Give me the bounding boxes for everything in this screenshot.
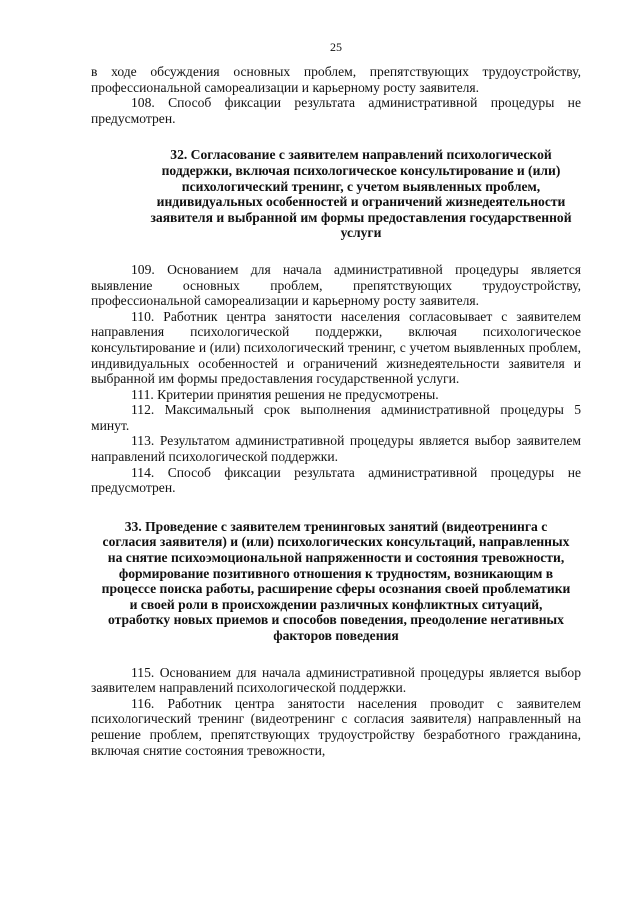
section-32-heading: 32. Согласование с заявителем направлений психологической поддержки, включая психологическое консультирование и (или) психологический тренинг, с учетом выявленных проблем, индивидуальных особенностей и ограничений жизнедеятельности заявителя и выбранной им формы предоставления государственной услуги [150, 147, 572, 241]
paragraph-113: 113. Результатом административной процедуры является выбор заявителем направлений психологической поддержки. [91, 433, 581, 465]
page-number: 25 [330, 40, 342, 54]
section-33-heading: 33. Проведение с заявителем тренинговых занятий (видеотренинга с согласия заявителя) и (или) психологических консультаций, направленных на снятие психоэмоциональной напряженности и состояния тревожности, формирование позитивного отношения к трудностям, возникающим в процессе поиска работы, расширение сферы осознания своей проблематики и своей роли в происхождении различных конфликтных ситуаций, отработку новых приемов и способов поведения, преодоление негативных факторов поведения [101, 518, 571, 643]
paragraph-112: 112. Максимальный срок выполнения административной процедуры 5 минут. [91, 402, 581, 433]
document-body [91, 64, 581, 758]
paragraph-115: 115. Основанием для начала административной процедуры является выбор заявителем направлений психологической поддержки. [91, 664, 581, 696]
paragraph-111: 111. Критерии принятия решения не предусмотрены. [131, 386, 439, 402]
paragraph-continuation: в ходе обсуждения основных проблем, препятствующих трудоустройству, профессиональной самореализации и карьерному росту заявителя. [91, 64, 581, 95]
paragraph-114: 114. Способ фиксации результата административной процедуры не предусмотрен. [91, 464, 581, 496]
paragraph-108: 108. Способ фиксации результата административной процедуры не предусмотрен. [91, 95, 581, 126]
paragraph-116: 116. Работник центра занятости населения проводит с заявителем психологический тренинг (видеотренинг с согласия заявителя) направленный на решение проблем, препятствующих трудоустройству безработного гражданина, включая снятие состояния тревожности, [91, 695, 581, 758]
paragraph-109: 109. Основанием для начала административной процедуры является выявление основных проблем, препятствующих трудоустройству, профессиональной самореализации и карьерному росту заявителя. [91, 261, 581, 309]
paragraph-110: 110. Работник центра занятости населения согласовывает с заявителем направления психологической поддержки, включая психологическое консультирование и (или) психологический тренинг, с учетом выявленных проблем, индивидуальных особенностей и ограничений жизнедеятельности заявителя и выбранной им формы предоставления государственной услуги. [91, 308, 581, 387]
